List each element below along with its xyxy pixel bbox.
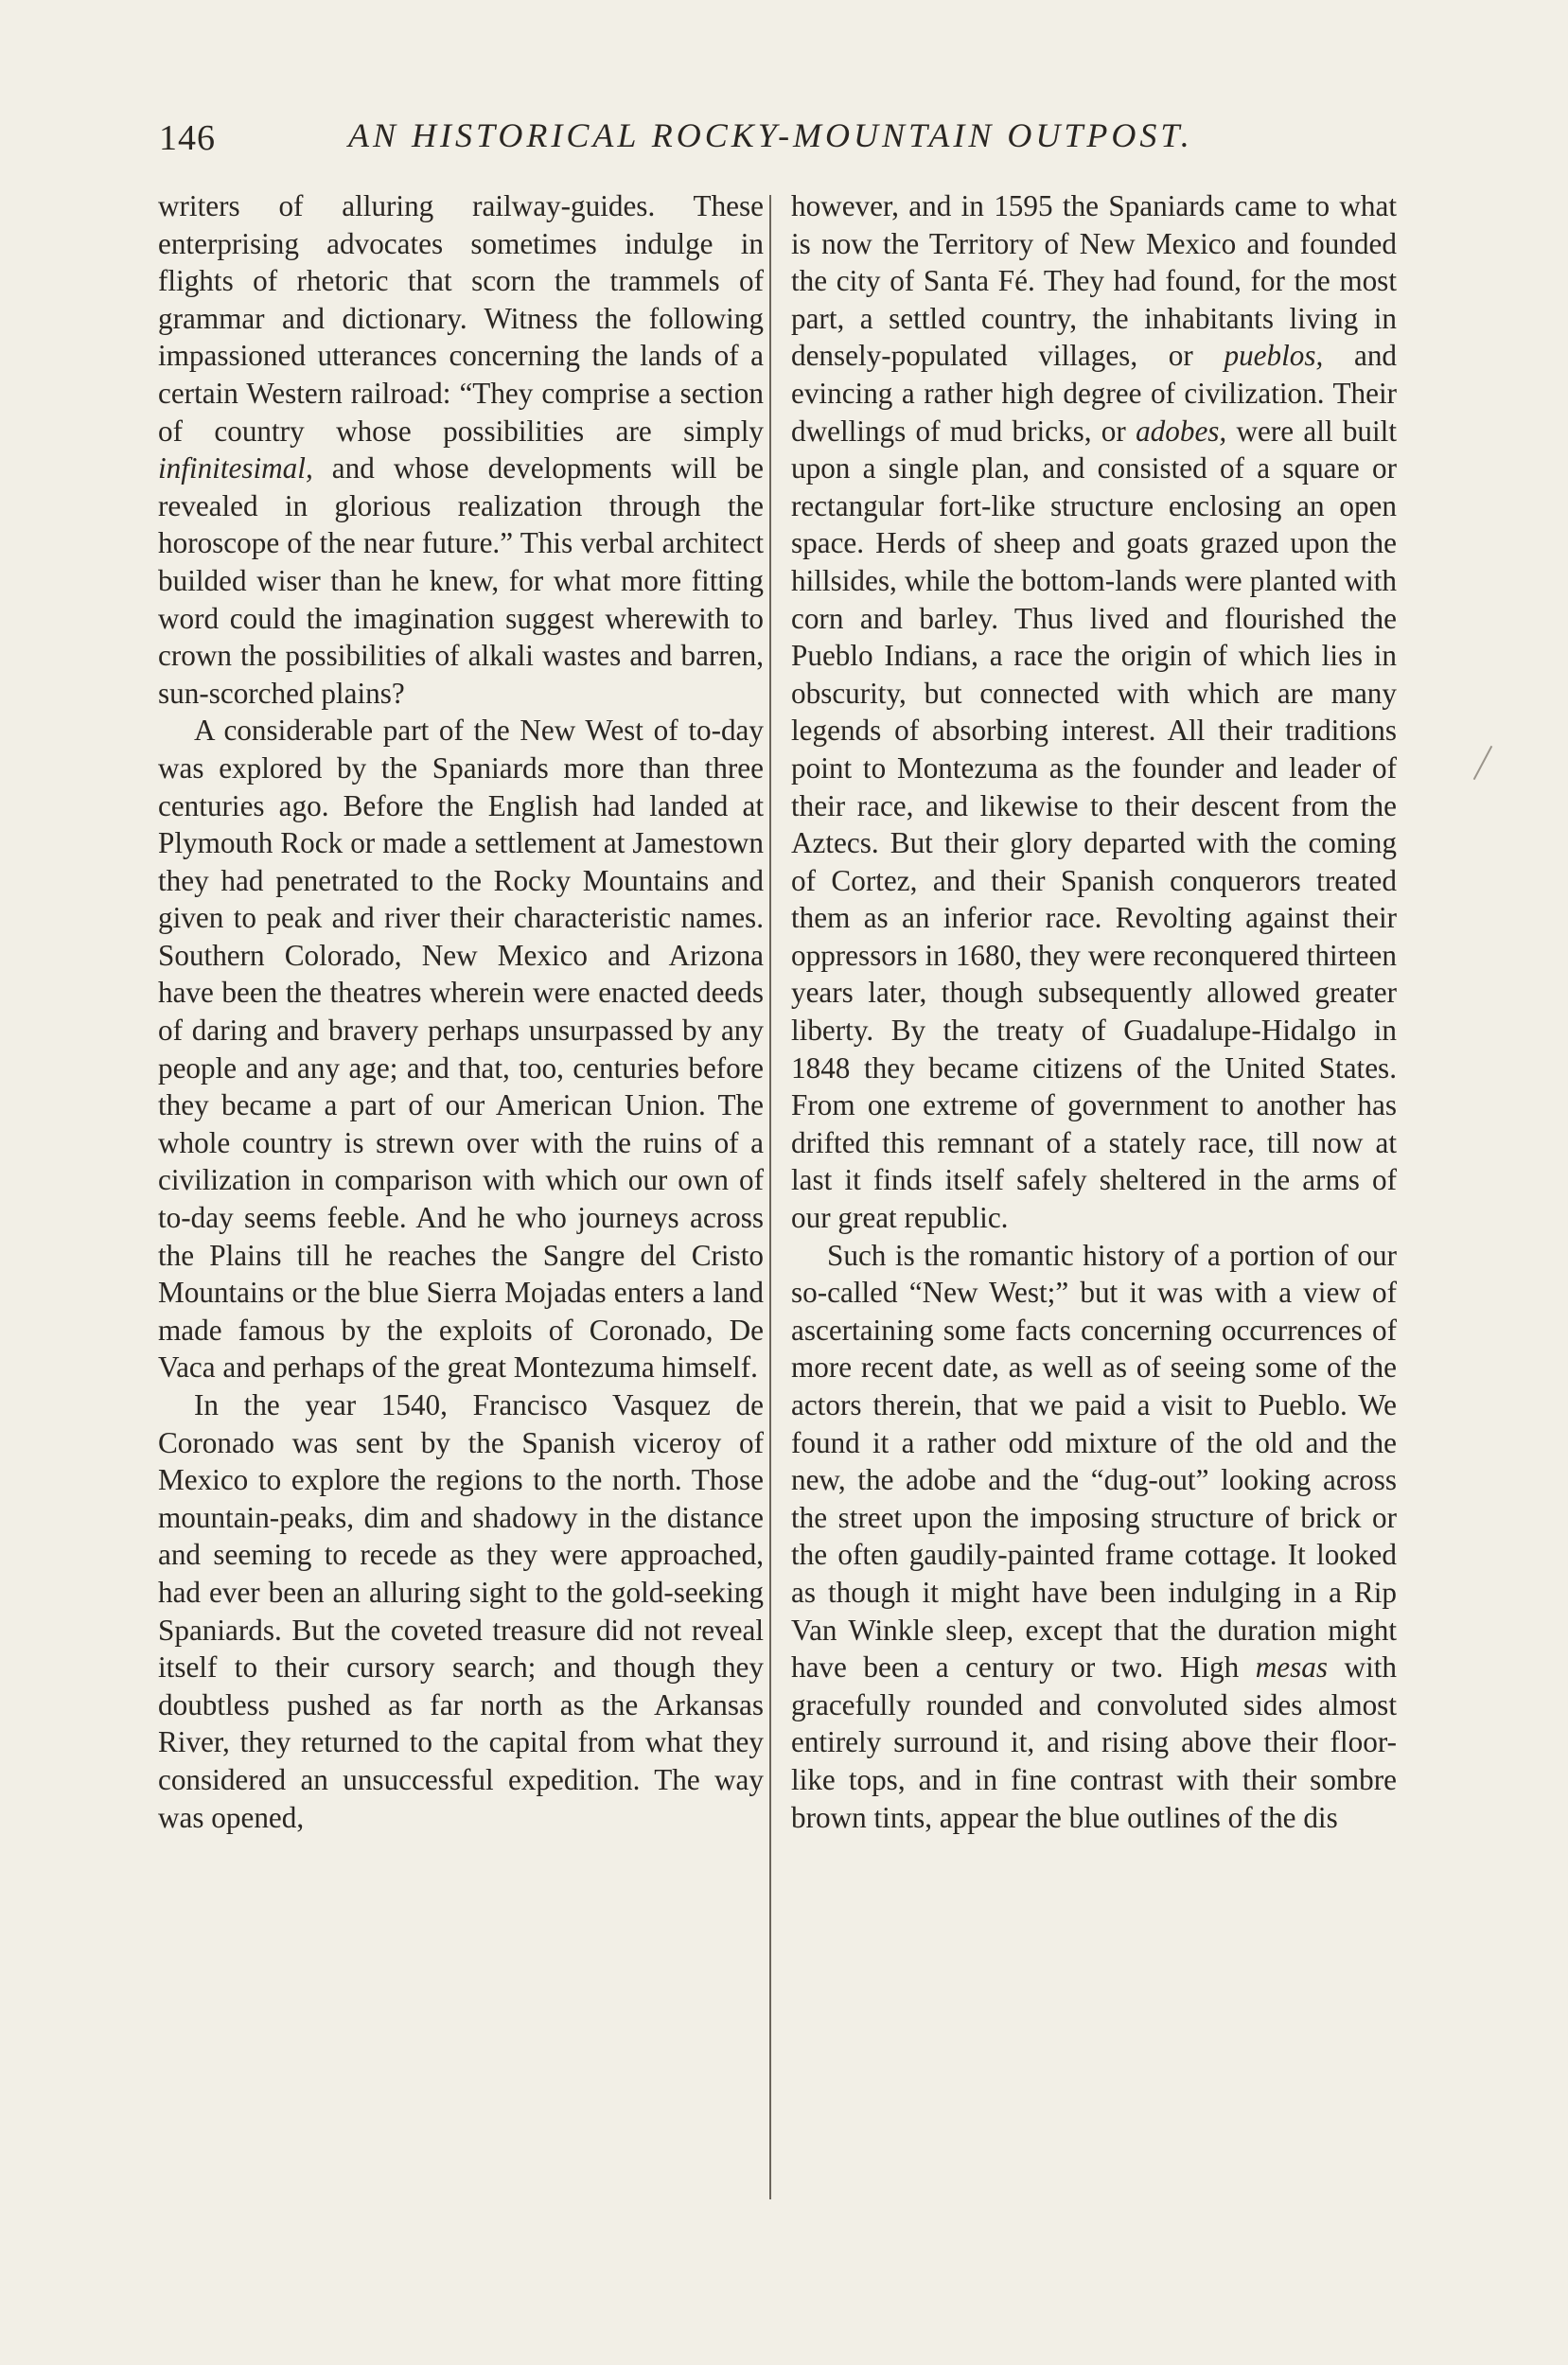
right-p1-italic-1: pueblos, bbox=[1224, 339, 1324, 373]
page-number: 146 bbox=[159, 118, 216, 158]
right-p2-text-a: Such is the romantic history of a portion of our so-called “New West;” but it was with a view of ascertaining some facts concerning occurrences of more recent date, as well as of seeing some of the actors therein, that we paid a visit to Pueblo. We found it a rather odd mixture of the old and the new, the adobe and the “dug-out” looking across the street upon the imposing structure of brick or the often gaudily-painted frame cottage. It looked as though it might have been indulging in a Rip Van Winkle sleep, except that the duration might have been a century or two. High bbox=[791, 1238, 1397, 1685]
left-p1-text-b: and whose developments will be revealed in glorious realization through the horoscope of the near future.” This verbal architect builded wiser than he knew, for what more fitting word could the imagination suggest wherewith to crown the possibilities of alkali wastes and barren, sun-scorched plains? bbox=[158, 451, 764, 710]
right-paragraph-2 bbox=[791, 1237, 1397, 1837]
column-divider bbox=[769, 195, 771, 2199]
left-paragraph-3: In the year 1540, Francisco Vasquez de Coronado was sent by the Spanish viceroy of Mexico to explore the regions to the north. Those mountain-peaks, dim and shadowy in the distance and seeming to recede as they were approached, had ever been an alluring sight to the gold-seeking Spaniards. But the coveted treasure did not reveal itself to their cursory search; and though they doubtless pushed as far north as the Arkansas River, they returned to the capital from what they considered an unsuccessful expedition. The way was opened, bbox=[158, 1388, 764, 1834]
right-p1-text-c: were all built upon a single plan, and consisted of a square or rectangular fort-like structure enclosing an open space. Herds of sheep and goats grazed upon the hillsides, while the bottom-lands were planted with corn and barley. Thus lived and flourished the Pueblo Indians, a race the origin of which lies in obscurity, but connected with which are many legends of absorbing interest. All their traditions point to Montezuma as the founder and leader of their race, and likewise to their descent from the Aztecs. But their glory departed with the coming of Cortez, and their Spanish conquerors treated them as an inferior race. Revolting against their oppressors in 1680, they were reconquered thirteen years later, though subsequently allowed greater liberty. By the treaty of Guadalupe-Hidalgo in 1848 they became citizens of the United States. From one extreme of government to another has drifted this remnant of a stately race, till now at last it finds itself safely sheltered in the arms of our great republic. bbox=[791, 414, 1398, 1235]
left-p1-text-a: writers of alluring railway-guides. These enterprising advocates sometimes indulge in flights of rhetoric that scorn the trammels of grammar and dictionary. Witness the following impassioned utterances concerning the lands of a certain Western railroad: “They comprise a section of country whose possibilities are simply bbox=[158, 189, 764, 448]
margin-pencil-mark bbox=[1473, 746, 1493, 780]
left-column bbox=[158, 187, 764, 1836]
running-title: AN HISTORICAL ROCKY-MOUNTAIN OUTPOST. bbox=[348, 116, 1193, 154]
left-p1-italic: infinitesimal, bbox=[158, 451, 313, 485]
right-p1-text-b: and evincing a rather high degree of civilization. Their dwellings of mud bricks, or bbox=[791, 339, 1398, 448]
right-p1-text-a: however, and in 1595 the Spaniards came to what is now the Territory of New Mexico and founded the city of Santa Fé. They had found, for the most part, a settled country, the inhabitants living in densely-populated villages, or bbox=[791, 189, 1397, 373]
right-p1-italic-2: adobes, bbox=[1136, 414, 1227, 448]
right-column bbox=[791, 187, 1397, 1836]
left-paragraph-2: A considerable part of the New West of to-day was explored by the Spaniards more than three centuries ago. Before the English had landed at Plymouth Rock or made a settlement at Jamestown they had penetrated to the Rocky Mountains and given to peak and river their characteristic names. Southern Colorado, New Mexico and Arizona have been the theatres wherein were enacted deeds of daring and bravery perhaps unsurpassed by any people and any age; and that, too, centuries before they became a part of our American Union. The whole country is strewn over with the ruins of a civilization in comparison with which our own of to-day seems feeble. And he who journeys across the Plains till he reaches the Sangre del Cristo Mountains or the blue Sierra Mojadas enters a land made famous by the exploits of Coronado, De Vaca and perhaps of the great Montezuma himself. bbox=[158, 714, 764, 1385]
page-header bbox=[159, 112, 1257, 159]
right-p2-text-b: with gracefully rounded and convoluted sides almost entirely surround it, and rising above their floor-like tops, and in fine contrast with their sombre brown tints, appear the blue outlines of the dis bbox=[791, 1650, 1397, 1834]
right-p2-italic: mesas bbox=[1255, 1650, 1329, 1685]
right-paragraph-1 bbox=[791, 187, 1397, 1237]
left-paragraph-1 bbox=[158, 187, 764, 712]
